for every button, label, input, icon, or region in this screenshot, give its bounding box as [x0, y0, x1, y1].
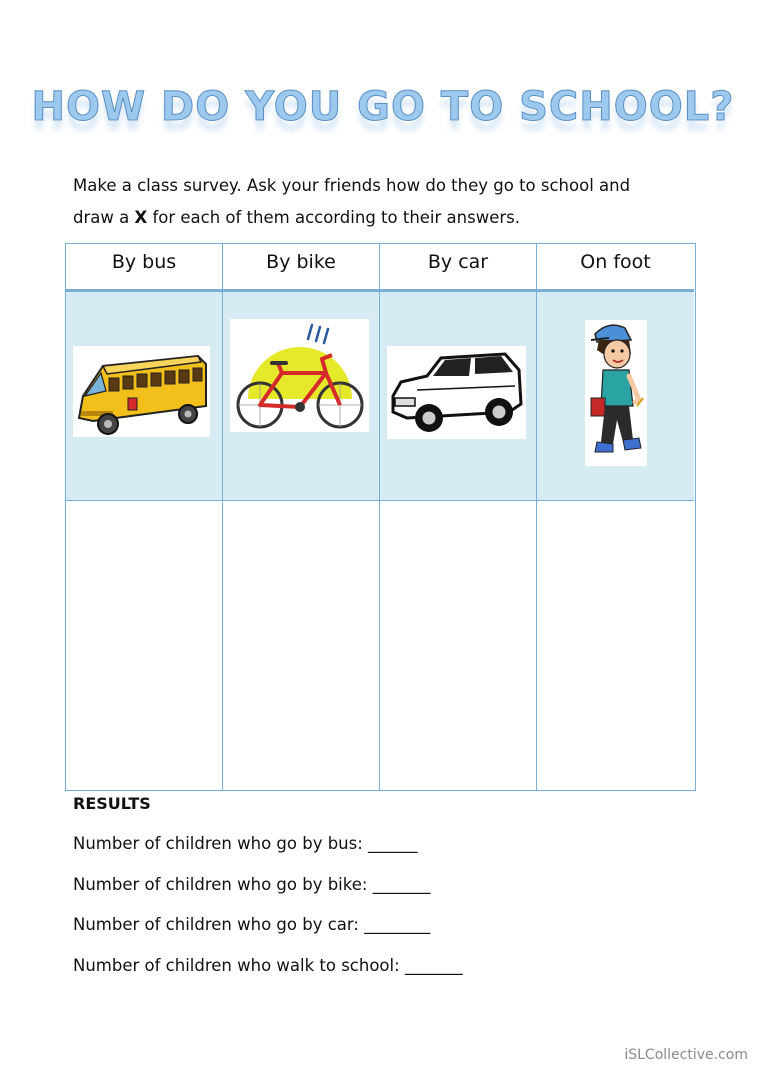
school-bus-icon — [73, 346, 210, 437]
picture-cell — [537, 292, 694, 501]
survey-table — [65, 243, 696, 791]
instructions-text: draw a — [73, 208, 135, 227]
instructions-text: for each of them according to their answers. — [147, 208, 520, 227]
instructions-line-2 — [73, 202, 703, 234]
column-header: By car — [380, 244, 536, 292]
column-on-foot — [537, 244, 694, 790]
tally-cell[interactable] — [380, 501, 536, 790]
picture-cell — [66, 292, 222, 501]
results-heading: RESULTS — [73, 794, 151, 813]
result-line-bus: Number of children who go by bus: ______ — [73, 834, 418, 853]
instructions-line-1: Make a class survey. Ask your friends how do they go to school and — [73, 176, 631, 195]
tally-cell[interactable] — [66, 501, 222, 790]
picture-cell — [380, 292, 536, 501]
result-line-car: Number of children who go by car: ________ — [73, 915, 431, 934]
car-icon — [387, 346, 526, 439]
result-line-walk: Number of children who walk to school: _______ — [73, 956, 463, 975]
column-header: On foot — [537, 244, 694, 292]
watermark: iSLCollective.com — [624, 1047, 748, 1063]
column-by-bike — [223, 244, 380, 790]
bicycle-icon — [230, 319, 369, 432]
column-header: By bus — [66, 244, 222, 292]
instructions-x-mark: X — [134, 208, 148, 227]
page-title: HOW DO YOU GO TO SCHOOL? — [31, 84, 735, 130]
column-by-car — [380, 244, 537, 790]
tally-cell[interactable] — [537, 501, 694, 790]
picture-cell — [223, 292, 379, 501]
instructions — [73, 170, 703, 234]
column-by-bus — [66, 244, 223, 790]
tally-cell[interactable] — [223, 501, 379, 790]
column-header: By bike — [223, 244, 379, 292]
result-line-bike: Number of children who go by bike: _______ — [73, 875, 431, 894]
walking-boy-icon — [585, 320, 647, 466]
